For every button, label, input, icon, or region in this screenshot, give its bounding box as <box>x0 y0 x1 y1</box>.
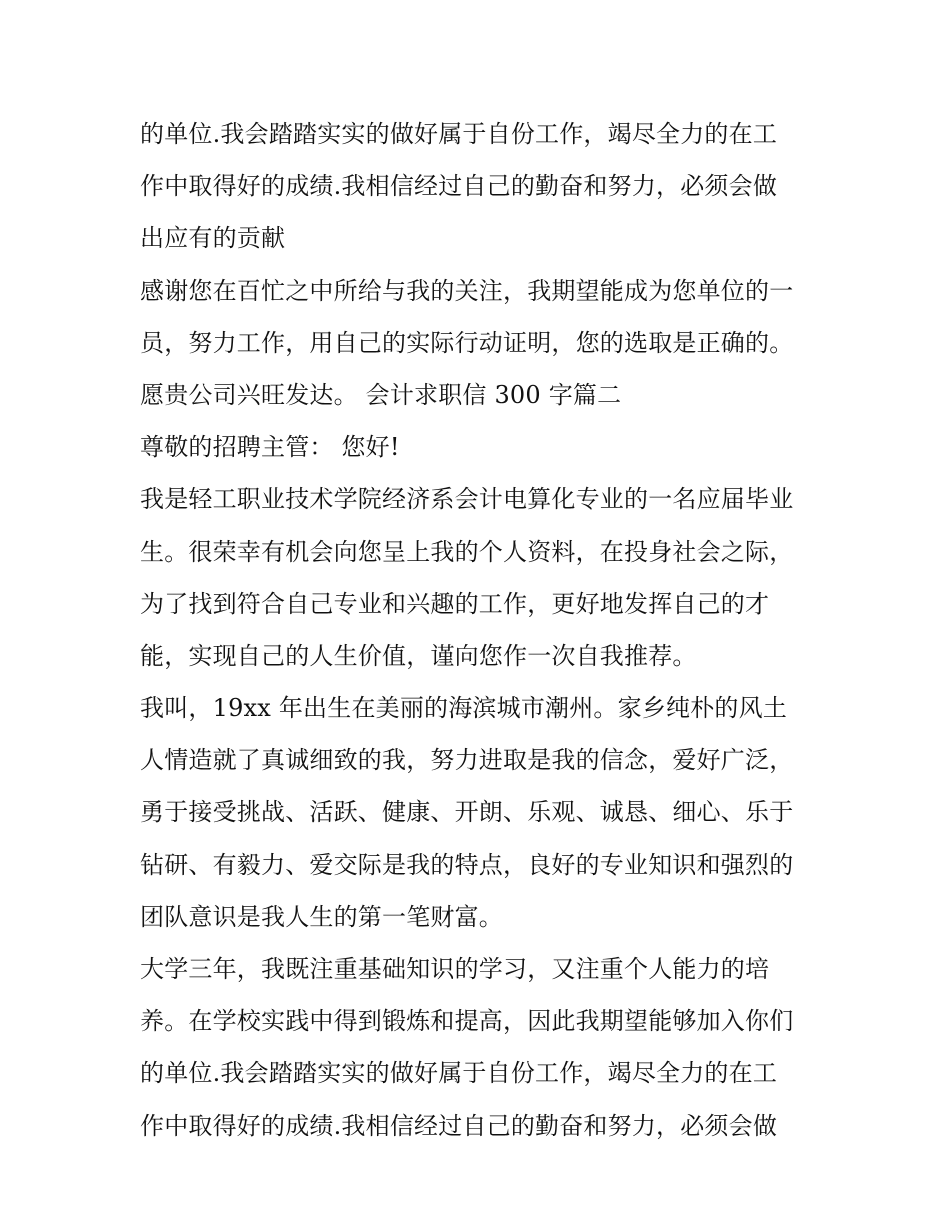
text-line: 人情造就了真诚细致的我，努力进取是我的信念，爱好广泛， <box>140 746 794 775</box>
text-line: 的单位.我会踏踏实实的做好属于自份工作，竭尽全力的在工 <box>140 1059 778 1088</box>
text-line: 愿贵公司兴旺发达。 会计求职信 300 字篇二 <box>140 380 622 409</box>
text-line: 生。很荣幸有机会向您呈上我的个人资料，在投身社会之际， <box>140 537 794 566</box>
text-line: 我是轻工职业技术学院经济系会计电算化专业的一名应届毕业 <box>140 485 794 514</box>
document-body <box>140 108 820 1152</box>
text-line: 钻研、有毅力、爱交际是我的特点，良好的专业知识和强烈的 <box>140 850 794 879</box>
text-line: 能，实现自己的人生价值，谨向您作一次自我推荐。 <box>140 641 697 670</box>
text-line: 团队意识是我人生的第一笔财富。 <box>140 902 503 931</box>
text-line: 为了找到符合自己专业和兴趣的工作，更好地发挥自己的才 <box>140 589 770 618</box>
text-line: 作中取得好的成绩.我相信经过自己的勤奋和努力，必须会做 <box>140 1111 778 1140</box>
text-line: 的单位.我会踏踏实实的做好属于自份工作，竭尽全力的在工 <box>140 120 778 148</box>
text-line: 勇于接受挑战、活跃、健康、开朗、乐观、诚恳、细心、乐于 <box>140 798 794 827</box>
text-line: 感谢您在百忙之中所给与我的关注，我期望能成为您单位的一 <box>140 276 794 305</box>
text-line: 员，努力工作，用自己的实际行动证明，您的选取是正确的。 <box>140 328 794 357</box>
text-line: 大学三年，我既注重基础知识的学习，又注重个人能力的培 <box>140 955 770 983</box>
text-line: 作中取得好的成绩.我相信经过自己的勤奋和努力，必须会做 <box>140 172 778 201</box>
text-line: 我叫，19xx 年出生在美丽的海滨城市潮州。家乡纯朴的风土 <box>140 694 788 723</box>
text-line: 养。在学校实践中得到锻炼和提高，因此我期望能够加入你们 <box>140 1007 794 1036</box>
text-line: 尊敬的招聘主管： 您好! <box>140 433 400 462</box>
text-line: 出应有的贡献 <box>140 224 286 253</box>
